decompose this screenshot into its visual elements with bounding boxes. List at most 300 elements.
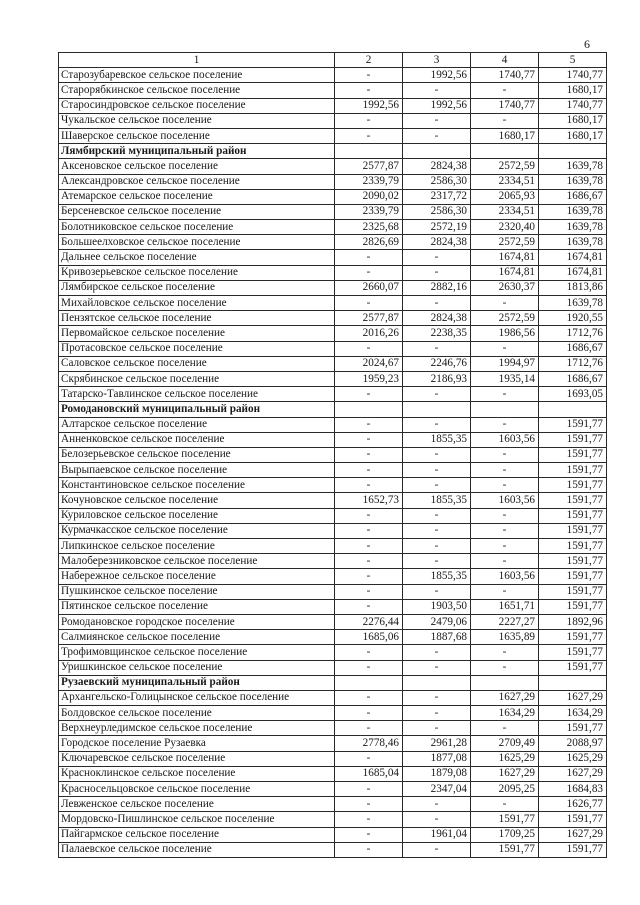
value-cell: -: [403, 296, 471, 311]
settlement-name: Белозерьевское сельское поселение: [59, 447, 335, 462]
value-cell: 2778,46: [335, 736, 403, 751]
value-cell: 1591,77: [539, 463, 607, 478]
value-cell: 1639,78: [539, 159, 607, 174]
value-cell: 2824,38: [403, 235, 471, 250]
column-header: 4: [471, 53, 539, 68]
value-cell: 1903,50: [403, 599, 471, 614]
table-row: [59, 265, 607, 280]
value-cell: 2577,87: [335, 311, 403, 326]
table-row: [59, 827, 607, 842]
value-cell: 2339,79: [335, 174, 403, 189]
settlement-name: Лямбирское сельское поселение: [59, 280, 335, 295]
value-cell: 1591,77: [539, 599, 607, 614]
settlement-name: Скрябинское сельское поселение: [59, 371, 335, 386]
page-number: 6: [584, 37, 590, 51]
settlement-name: Салмиянское сельское поселение: [59, 630, 335, 645]
value-cell: 1591,77: [539, 721, 607, 736]
value-cell: -: [403, 463, 471, 478]
value-cell: -: [403, 842, 471, 857]
table-row: [59, 220, 607, 235]
value-cell: 2024,67: [335, 356, 403, 371]
settlement-name: Липкинское сельское поселение: [59, 539, 335, 554]
table-row: [59, 98, 607, 113]
table-row: [59, 493, 607, 508]
value-cell: -: [335, 432, 403, 447]
settlement-name: Пятинское сельское поселение: [59, 599, 335, 614]
value-cell: 1627,29: [539, 766, 607, 781]
empty-cell: [335, 675, 403, 690]
value-cell: -: [471, 645, 539, 660]
value-cell: 1685,06: [335, 630, 403, 645]
settlement-name: Татарско-Тавлинское сельское поселение: [59, 387, 335, 402]
value-cell: -: [335, 797, 403, 812]
value-cell: 2572,19: [403, 220, 471, 235]
value-cell: 1920,55: [539, 311, 607, 326]
value-cell: -: [335, 83, 403, 98]
value-cell: 2339,79: [335, 204, 403, 219]
value-cell: -: [335, 554, 403, 569]
value-cell: 2320,40: [471, 220, 539, 235]
settlement-name: Красносельцовское сельское поселение: [59, 782, 335, 797]
settlement-name: Дальнее сельское поселение: [59, 250, 335, 265]
value-cell: 1879,08: [403, 766, 471, 781]
value-cell: 1813,86: [539, 280, 607, 295]
table-row: [59, 478, 607, 493]
value-cell: 1680,17: [471, 128, 539, 143]
value-cell: 1855,35: [403, 569, 471, 584]
settlement-name: Палаевское сельское поселение: [59, 842, 335, 857]
value-cell: -: [335, 68, 403, 83]
value-cell: 1680,17: [539, 83, 607, 98]
table-row: [59, 463, 607, 478]
value-cell: -: [335, 523, 403, 538]
value-cell: -: [335, 584, 403, 599]
value-cell: 2479,06: [403, 614, 471, 629]
value-cell: 1591,77: [539, 417, 607, 432]
value-cell: 1627,29: [471, 766, 539, 781]
value-cell: -: [471, 797, 539, 812]
value-cell: 2824,38: [403, 159, 471, 174]
value-cell: -: [335, 721, 403, 736]
table-row: [59, 128, 607, 143]
settlement-name: Пушкинское сельское поселение: [59, 584, 335, 599]
value-cell: -: [471, 387, 539, 402]
value-cell: 2227,27: [471, 614, 539, 629]
value-cell: -: [335, 417, 403, 432]
value-cell: 1961,04: [403, 827, 471, 842]
value-cell: -: [403, 812, 471, 827]
value-cell: 2630,37: [471, 280, 539, 295]
value-cell: 1639,78: [539, 220, 607, 235]
value-cell: 2186,93: [403, 371, 471, 386]
empty-cell: [471, 402, 539, 417]
settlement-name: Кочуновское сельское поселение: [59, 493, 335, 508]
settlement-name: Болдовское сельское поселение: [59, 706, 335, 721]
value-cell: 2276,44: [335, 614, 403, 629]
table-row: [59, 326, 607, 341]
settlement-name: Чукальское сельское поселение: [59, 113, 335, 128]
value-cell: 1887,68: [403, 630, 471, 645]
value-cell: 1591,77: [539, 630, 607, 645]
value-cell: -: [403, 417, 471, 432]
value-cell: 1674,81: [539, 265, 607, 280]
value-cell: 1684,83: [539, 782, 607, 797]
value-cell: 1625,29: [539, 751, 607, 766]
table-row: [59, 280, 607, 295]
value-cell: -: [335, 478, 403, 493]
value-cell: -: [335, 387, 403, 402]
value-cell: -: [335, 265, 403, 280]
table-row: [59, 250, 607, 265]
value-cell: 2347,04: [403, 782, 471, 797]
value-cell: 1603,56: [471, 493, 539, 508]
value-cell: -: [335, 645, 403, 660]
value-cell: 2065,93: [471, 189, 539, 204]
table-row: [59, 447, 607, 462]
value-cell: -: [471, 721, 539, 736]
settlement-name: Александровское сельское поселение: [59, 174, 335, 189]
value-cell: 1740,77: [471, 98, 539, 113]
value-cell: -: [335, 463, 403, 478]
settlement-name: Пензятское сельское поселение: [59, 311, 335, 326]
value-cell: 1992,56: [403, 68, 471, 83]
value-cell: -: [335, 599, 403, 614]
value-cell: 2572,59: [471, 159, 539, 174]
value-cell: -: [335, 508, 403, 523]
table-row: [59, 204, 607, 219]
value-cell: 1892,96: [539, 614, 607, 629]
value-cell: 1855,35: [403, 432, 471, 447]
value-cell: 2572,59: [471, 235, 539, 250]
value-cell: -: [471, 478, 539, 493]
value-cell: 2325,68: [335, 220, 403, 235]
value-cell: -: [403, 660, 471, 675]
table-row: [59, 766, 607, 781]
table-row: [59, 614, 607, 629]
value-cell: 2961,28: [403, 736, 471, 751]
value-cell: 2317,72: [403, 189, 471, 204]
settlement-name: Старосиндровское сельское поселение: [59, 98, 335, 113]
value-cell: 2882,16: [403, 280, 471, 295]
value-cell: -: [335, 842, 403, 857]
value-cell: -: [471, 447, 539, 462]
district-name: Лямбирский муниципальный район: [59, 144, 335, 159]
value-cell: 2586,30: [403, 174, 471, 189]
value-cell: 1685,04: [335, 766, 403, 781]
value-cell: -: [335, 113, 403, 128]
empty-cell: [471, 144, 539, 159]
settlement-name: Курмачкасское сельское поселение: [59, 523, 335, 538]
value-cell: 2090,02: [335, 189, 403, 204]
value-cell: 1740,77: [471, 68, 539, 83]
empty-cell: [403, 675, 471, 690]
settlement-name: Шаверское сельское поселение: [59, 128, 335, 143]
settlement-name: Старорябкинское сельское поселение: [59, 83, 335, 98]
value-cell: -: [335, 782, 403, 797]
settlement-name: Вырыпаевское сельское поселение: [59, 463, 335, 478]
value-cell: -: [403, 721, 471, 736]
value-cell: -: [335, 827, 403, 842]
column-header: 5: [539, 53, 607, 68]
settlement-name: Берсеневское сельское поселение: [59, 204, 335, 219]
value-cell: -: [471, 417, 539, 432]
value-cell: -: [403, 584, 471, 599]
value-cell: 1639,78: [539, 235, 607, 250]
value-cell: -: [471, 523, 539, 538]
value-cell: 1639,78: [539, 174, 607, 189]
value-cell: -: [403, 447, 471, 462]
value-cell: -: [403, 250, 471, 265]
value-cell: -: [403, 83, 471, 98]
value-cell: 1994,97: [471, 356, 539, 371]
value-cell: -: [471, 83, 539, 98]
value-cell: 1992,56: [335, 98, 403, 113]
empty-cell: [403, 402, 471, 417]
settlement-name: Болотниковское сельское поселение: [59, 220, 335, 235]
value-cell: 2826,69: [335, 235, 403, 250]
table-row: [59, 706, 607, 721]
value-cell: -: [335, 812, 403, 827]
table-row: [59, 159, 607, 174]
settlement-name: Трофимовщинское сельское поселение: [59, 645, 335, 660]
value-cell: 1935,14: [471, 371, 539, 386]
settlement-name: Атемарское сельское поселение: [59, 189, 335, 204]
value-cell: 2246,76: [403, 356, 471, 371]
value-cell: 1674,81: [471, 250, 539, 265]
value-cell: -: [403, 128, 471, 143]
value-cell: 1651,71: [471, 599, 539, 614]
empty-cell: [403, 144, 471, 159]
value-cell: 1986,56: [471, 326, 539, 341]
value-cell: 1635,89: [471, 630, 539, 645]
table-row: [59, 630, 607, 645]
value-cell: 1591,77: [539, 539, 607, 554]
table-row: [59, 371, 607, 386]
value-cell: 1591,77: [539, 584, 607, 599]
settlement-name: Верхнеурледимское сельское поселение: [59, 721, 335, 736]
table-row: [59, 296, 607, 311]
value-cell: 1603,56: [471, 432, 539, 447]
value-cell: 2016,26: [335, 326, 403, 341]
settlement-name: Константиновское сельское поселение: [59, 478, 335, 493]
settlement-name: Анненковское сельское поселение: [59, 432, 335, 447]
value-cell: 1591,77: [539, 493, 607, 508]
value-cell: 1603,56: [471, 569, 539, 584]
value-cell: 2238,35: [403, 326, 471, 341]
table-row: [59, 189, 607, 204]
value-cell: -: [335, 751, 403, 766]
table-row: [59, 508, 607, 523]
table-row: [59, 113, 607, 128]
settlement-name: Алтарское сельское поселение: [59, 417, 335, 432]
table-row: [59, 721, 607, 736]
value-cell: 1674,81: [471, 265, 539, 280]
table-row: [59, 584, 607, 599]
empty-cell: [539, 144, 607, 159]
table-row: [59, 797, 607, 812]
value-cell: 1709,25: [471, 827, 539, 842]
value-cell: -: [403, 478, 471, 493]
table-row: [59, 782, 607, 797]
value-cell: -: [335, 250, 403, 265]
table-row: [59, 68, 607, 83]
value-cell: -: [403, 554, 471, 569]
empty-cell: [335, 402, 403, 417]
table-header-row: [59, 53, 607, 68]
value-cell: -: [335, 569, 403, 584]
settlement-name: Куриловское сельское поселение: [59, 508, 335, 523]
table-row: [59, 842, 607, 857]
value-cell: 1591,77: [539, 523, 607, 538]
value-cell: 1591,77: [539, 645, 607, 660]
value-cell: 1627,29: [471, 690, 539, 705]
value-cell: 1634,29: [471, 706, 539, 721]
table-row: [59, 660, 607, 675]
settlement-name: Пайгармское сельское поселение: [59, 827, 335, 842]
value-cell: 1591,77: [539, 432, 607, 447]
table-row: [59, 751, 607, 766]
settlement-name: Левженское сельское поселение: [59, 797, 335, 812]
value-cell: -: [403, 341, 471, 356]
value-cell: 1877,08: [403, 751, 471, 766]
value-cell: 1591,77: [539, 842, 607, 857]
settlement-name: Старозубаревское сельское поселение: [59, 68, 335, 83]
table-row: [59, 311, 607, 326]
value-cell: 2660,07: [335, 280, 403, 295]
value-cell: -: [403, 265, 471, 280]
value-cell: 1627,29: [539, 827, 607, 842]
value-cell: 1686,67: [539, 341, 607, 356]
table-row: [59, 554, 607, 569]
value-cell: 1591,77: [539, 569, 607, 584]
district-name: Рузаевский муниципальный район: [59, 675, 335, 690]
table-row: [59, 341, 607, 356]
value-cell: 1625,29: [471, 751, 539, 766]
value-cell: 2088,97: [539, 736, 607, 751]
value-cell: -: [471, 554, 539, 569]
empty-cell: [471, 675, 539, 690]
table-row: [59, 417, 607, 432]
settlement-name: Михайловское сельское поселение: [59, 296, 335, 311]
value-cell: 1626,77: [539, 797, 607, 812]
value-cell: -: [403, 645, 471, 660]
value-cell: 2334,51: [471, 204, 539, 219]
settlement-name: Архангельско-Голицынское сельское поселение: [59, 690, 335, 705]
value-cell: -: [471, 463, 539, 478]
table-row: [59, 523, 607, 538]
value-cell: -: [471, 113, 539, 128]
value-cell: 2572,59: [471, 311, 539, 326]
settlement-name: Аксеновское сельское поселение: [59, 159, 335, 174]
value-cell: 1627,29: [539, 690, 607, 705]
table-row: [59, 736, 607, 751]
value-cell: -: [471, 539, 539, 554]
value-cell: 1693,05: [539, 387, 607, 402]
value-cell: 1639,78: [539, 296, 607, 311]
settlement-name: Кривозерьевское сельское поселение: [59, 265, 335, 280]
value-cell: -: [471, 296, 539, 311]
value-cell: 2709,49: [471, 736, 539, 751]
table-row: [59, 356, 607, 371]
table-row: [59, 645, 607, 660]
value-cell: -: [335, 296, 403, 311]
value-cell: -: [403, 797, 471, 812]
value-cell: 1712,76: [539, 326, 607, 341]
settlement-name: Первомайское сельское поселение: [59, 326, 335, 341]
settlement-name: Ключаревское сельское поселение: [59, 751, 335, 766]
value-cell: 1959,23: [335, 371, 403, 386]
value-cell: -: [403, 387, 471, 402]
value-cell: 1674,81: [539, 250, 607, 265]
empty-cell: [539, 675, 607, 690]
value-cell: -: [403, 508, 471, 523]
value-cell: 1591,77: [539, 660, 607, 675]
district-section-row: [59, 675, 607, 690]
district-section-row: [59, 402, 607, 417]
value-cell: 2577,87: [335, 159, 403, 174]
value-cell: -: [335, 539, 403, 554]
value-cell: 1740,77: [539, 98, 607, 113]
value-cell: -: [335, 128, 403, 143]
column-header: 3: [403, 53, 471, 68]
table-row: [59, 690, 607, 705]
settlement-name: Ромодановское городское поселение: [59, 614, 335, 629]
value-cell: 2334,51: [471, 174, 539, 189]
table-row: [59, 812, 607, 827]
table-row: [59, 539, 607, 554]
value-cell: -: [335, 660, 403, 675]
value-cell: 1740,77: [539, 68, 607, 83]
table-row: [59, 83, 607, 98]
value-cell: 1686,67: [539, 371, 607, 386]
value-cell: 1712,76: [539, 356, 607, 371]
value-cell: 1680,17: [539, 128, 607, 143]
value-cell: 1686,67: [539, 189, 607, 204]
settlement-name: Большеелховское сельское поселение: [59, 235, 335, 250]
value-cell: -: [403, 523, 471, 538]
value-cell: 1591,77: [539, 478, 607, 493]
district-section-row: [59, 144, 607, 159]
value-cell: 1855,35: [403, 493, 471, 508]
table-row: [59, 569, 607, 584]
table-body: [59, 68, 607, 858]
settlement-name: Набережное сельское поселение: [59, 569, 335, 584]
table-row: [59, 235, 607, 250]
value-cell: 2095,25: [471, 782, 539, 797]
table-row: [59, 599, 607, 614]
column-header: 1: [59, 53, 335, 68]
settlement-name: Городское поселение Рузаевка: [59, 736, 335, 751]
value-cell: -: [335, 447, 403, 462]
empty-cell: [539, 402, 607, 417]
value-cell: 1591,77: [471, 842, 539, 857]
table-row: [59, 432, 607, 447]
value-cell: 1591,77: [539, 812, 607, 827]
settlement-name: Уришкинское сельское поселение: [59, 660, 335, 675]
settlement-name: Мордовско-Пишлинское сельское поселение: [59, 812, 335, 827]
value-cell: 1652,73: [335, 493, 403, 508]
value-cell: 1992,56: [403, 98, 471, 113]
value-cell: 2586,30: [403, 204, 471, 219]
value-cell: -: [471, 341, 539, 356]
value-cell: -: [403, 113, 471, 128]
empty-cell: [335, 144, 403, 159]
value-cell: -: [471, 660, 539, 675]
table-row: [59, 387, 607, 402]
value-cell: -: [471, 508, 539, 523]
value-cell: 1591,77: [471, 812, 539, 827]
value-cell: -: [335, 341, 403, 356]
